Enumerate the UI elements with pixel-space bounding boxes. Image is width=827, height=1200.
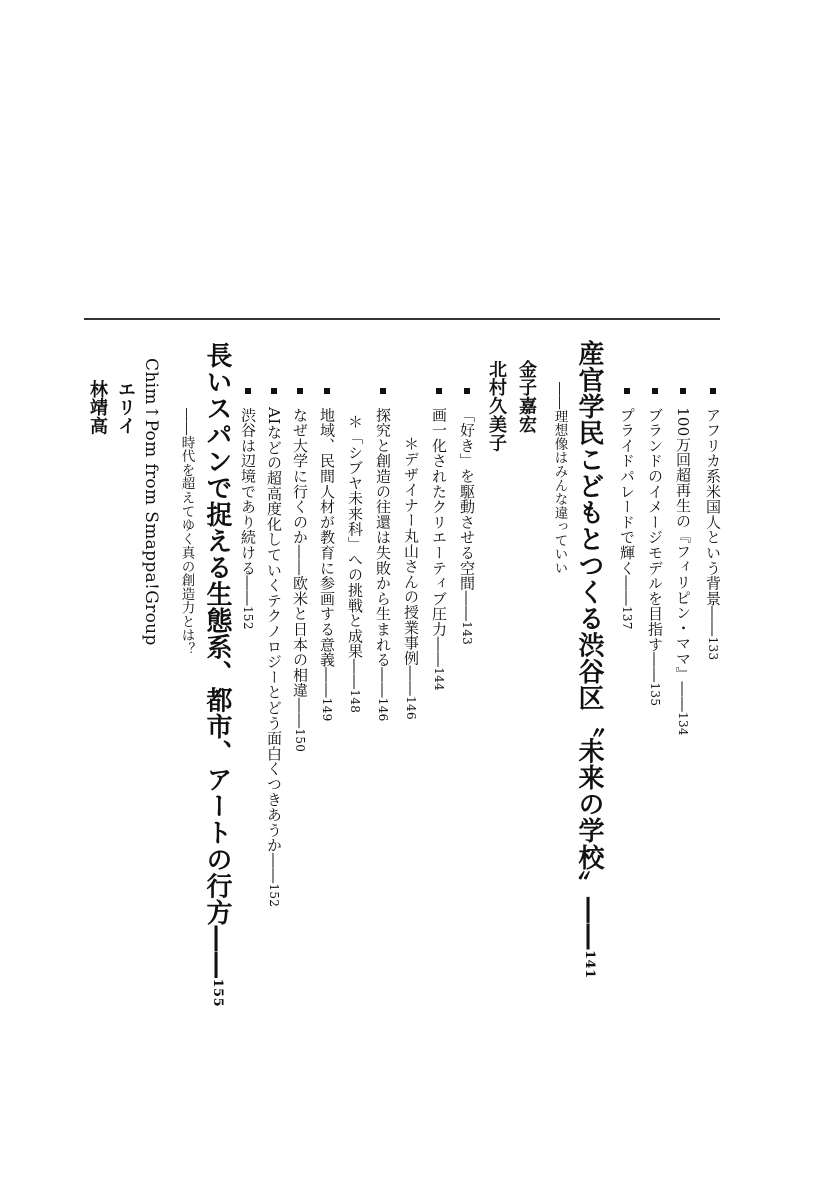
bullet-icon: [436, 388, 442, 394]
bullet-icon: [710, 388, 716, 394]
toc-entry: ブランドのイメージモデルを目指す――135: [647, 388, 662, 706]
bullet-icon: [271, 388, 277, 394]
page-number: 152: [241, 605, 255, 630]
bullet-icon: [624, 388, 630, 394]
toc-entry: アフリカ系米国人という背景――133: [705, 388, 720, 660]
toc-subentry: ＊「シブヤ未来科」への挑戦と成果――148: [346, 414, 364, 714]
page-number: 146: [376, 697, 390, 722]
chapter-heading: 産官学民こどもとつくる渋谷区〝未来の学校〟――141: [574, 340, 604, 979]
toc-entry: 「好き」を駆動させる空間――143: [459, 388, 474, 645]
bullet-icon: [297, 388, 303, 394]
page-number: 150: [293, 728, 307, 753]
toc-entry: AIなどの超高度化していくテクノロジーとどう面白くつきあうか――152: [266, 388, 281, 907]
toc-subentry: ＊デザイナー丸山さんの授業事例――146: [402, 436, 420, 720]
chapter-subtitle: ――理想像はみんな違っていい: [551, 382, 568, 575]
bullet-icon: [245, 388, 251, 394]
group-name: Chim↑Pom from Smappa!Group: [141, 358, 161, 646]
toc-entry: 探究と創造の往還は失敗から生まれる――146: [375, 388, 390, 722]
bullet-icon: [464, 388, 470, 394]
toc-entry: 渋谷は辺境であり続ける――152: [240, 388, 255, 630]
page-number: 155: [210, 978, 225, 1008]
page-number: 143: [460, 621, 474, 646]
page-number: 148: [348, 689, 362, 714]
page-number: 134: [676, 712, 690, 736]
bullet-icon: [680, 388, 686, 394]
bullet-icon: [380, 388, 386, 394]
toc-entry: 地域、民間人材が教育に参画する意義――149: [319, 388, 334, 722]
author-name: エリイ: [115, 380, 136, 436]
page-number: 152: [267, 883, 281, 908]
bullet-icon: [324, 388, 330, 394]
author-name: 北村久美子: [486, 360, 507, 452]
author-name: 林靖高: [87, 380, 108, 436]
page-number: 133: [706, 636, 720, 661]
page-number: 135: [648, 682, 662, 707]
author-name: 金子嘉宏: [516, 360, 537, 434]
page-number: 137: [620, 605, 634, 630]
chapter-subtitle: ――時代を超えてゆく真の創造力とは？: [178, 408, 195, 656]
toc-entry: 100万回超再生の『フィリピン・ママ』――134: [675, 388, 690, 736]
chapter-heading: 長いスパンで捉える生態系、都市、アートの行方――155: [202, 342, 232, 1008]
page-number: 141: [582, 949, 597, 979]
toc-entry: なぜ大学に行くのか――欧米と日本の相違――150: [292, 388, 307, 752]
page-number: 144: [432, 667, 446, 691]
page-number: 146: [404, 696, 418, 720]
bullet-icon: [652, 388, 658, 394]
page-number: 149: [320, 697, 334, 722]
toc-entry: プライドパレードで輝く――137: [619, 388, 634, 630]
toc-entry: 画一化されたクリエーティブ圧力――144: [431, 388, 446, 691]
divider-rule: [84, 318, 720, 320]
